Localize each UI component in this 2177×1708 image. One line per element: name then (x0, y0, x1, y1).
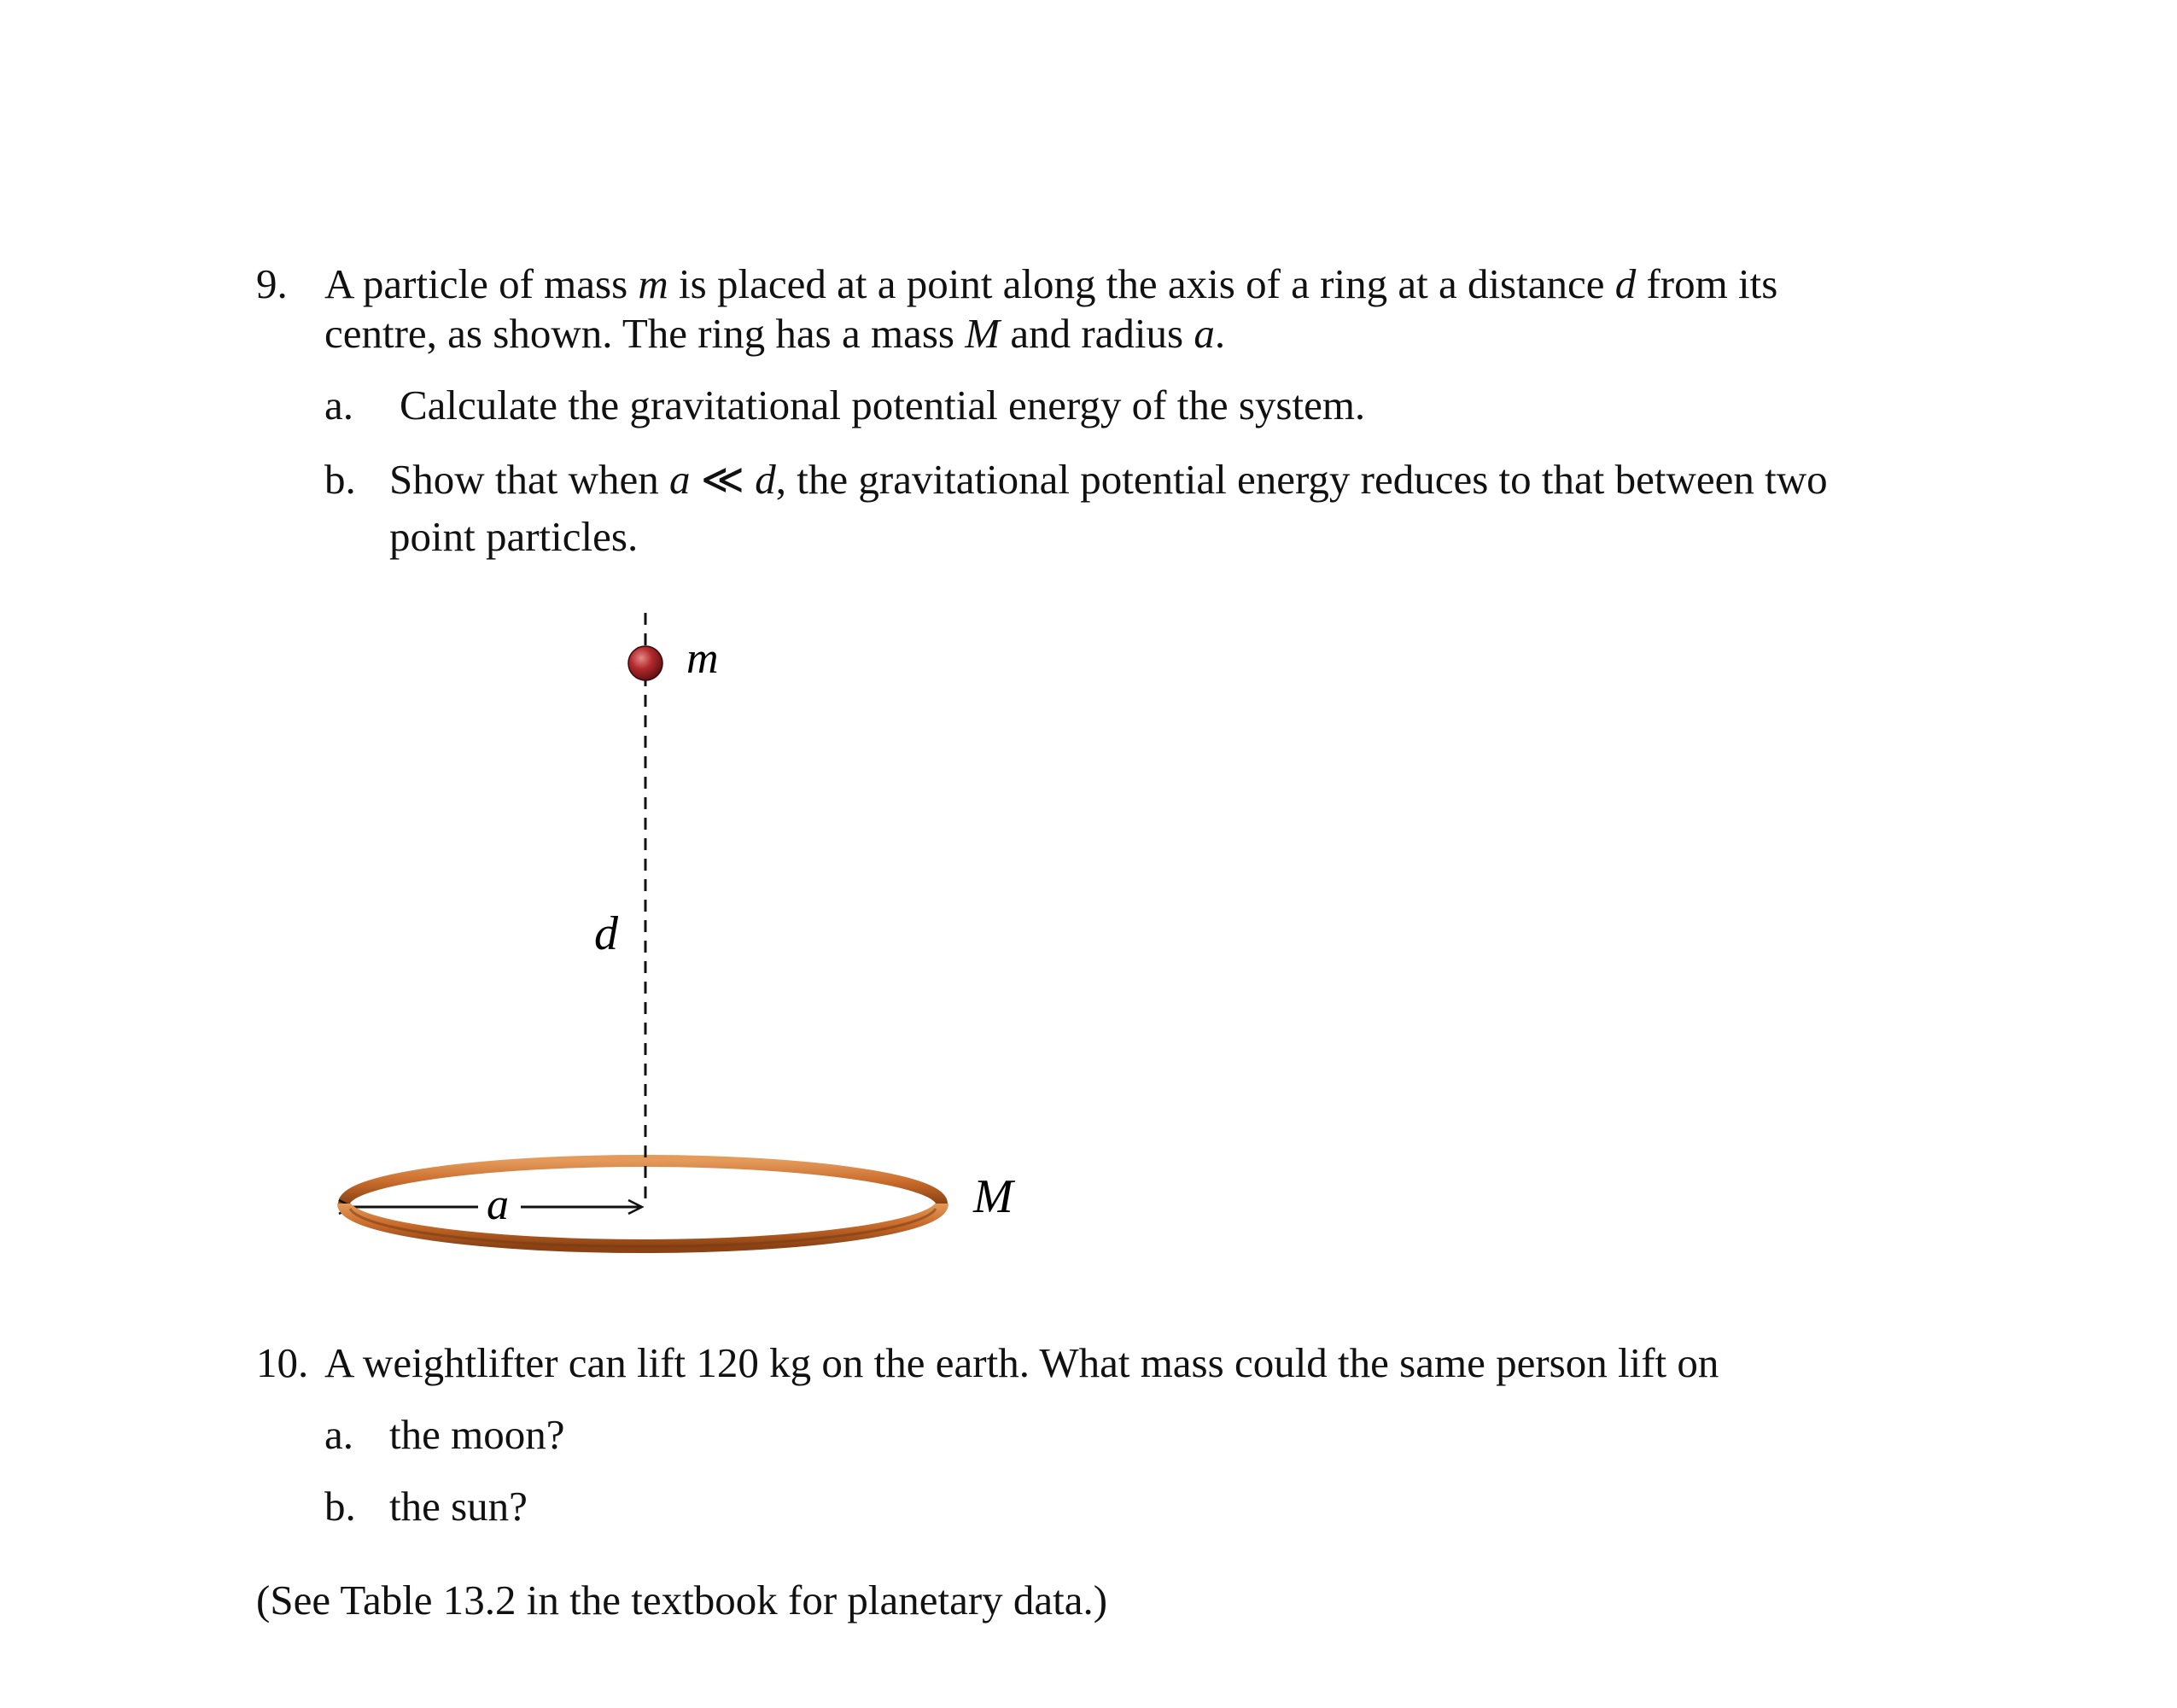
problem-9-number: 9. (256, 260, 288, 307)
planetary-data-note: (See Table 13.2 in the textbook for planetary data.) (256, 1577, 1108, 1623)
ring-mass-label: M (973, 1170, 1013, 1223)
particle-ball (628, 646, 662, 680)
problem-10-stem: A weightlifter can lift 120 kg on the earth. What mass could the same person lift on (324, 1339, 1719, 1386)
ring-front (344, 1204, 942, 1246)
problem-10-part-a-label: a. (324, 1411, 353, 1458)
particle-mass-label: m (686, 634, 719, 683)
ring-back (344, 1161, 942, 1204)
problem-10-part-b-text: the sun? (389, 1483, 528, 1530)
problem-10-part-a-text: the moon? (389, 1411, 565, 1458)
problem-9-part-b-line-1: Show that when a ≪ d, the gravitational potential energy reduces to that between two (389, 456, 1828, 503)
problem-9-part-b-line-2: point particles. (389, 513, 639, 560)
problem-9-part-b-label: b. (324, 456, 356, 503)
problem-10-number: 10. (256, 1339, 309, 1386)
problem-9-part-a-text: Calculate the gravitational potential energy of the system. (400, 382, 1366, 428)
problem-9-part-a-label: a. (324, 382, 353, 428)
problem-9-stem-line-2: centre, as shown. The ring has a mass M and radius a. (324, 310, 1226, 357)
distance-label: d (594, 907, 618, 960)
radius-label: a (487, 1180, 509, 1229)
problem-10-part-b-label: b. (324, 1483, 356, 1530)
problem-9-stem-line-1: A particle of mass m is placed at a point along the axis of a ring at a distance d from its (324, 260, 1778, 307)
